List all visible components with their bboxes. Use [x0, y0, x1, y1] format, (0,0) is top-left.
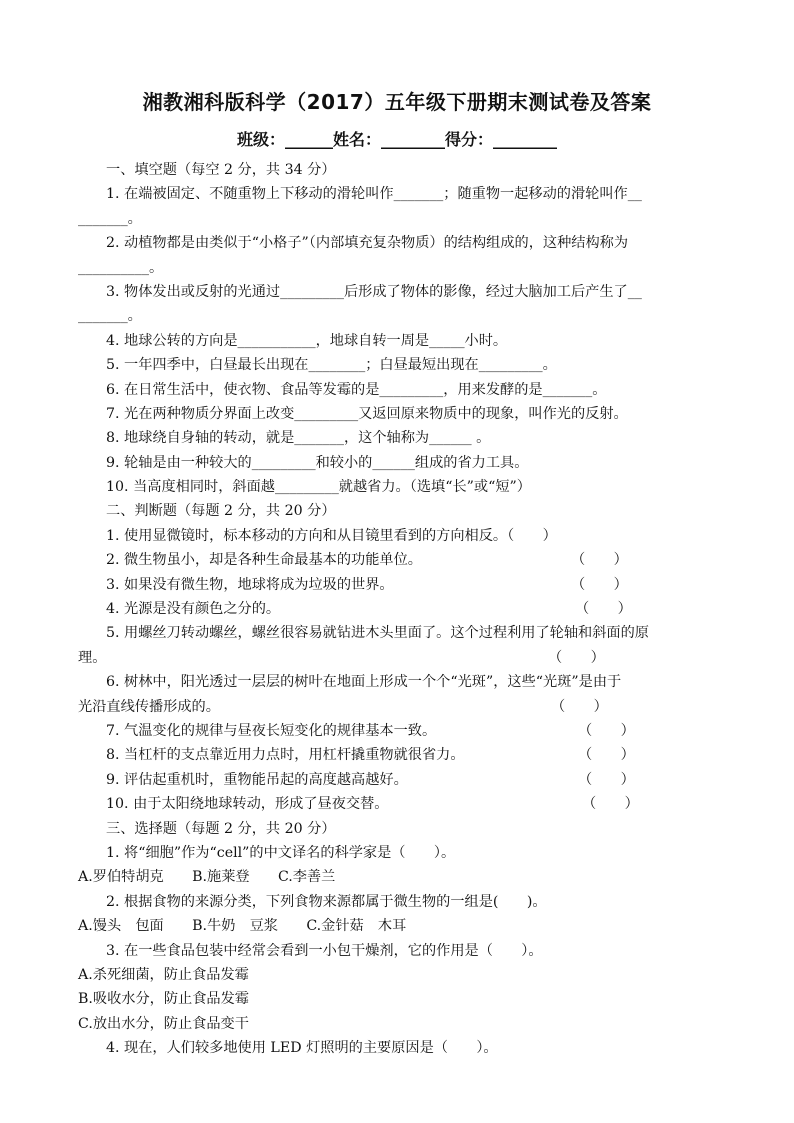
question-line [78, 597, 723, 621]
question-line [78, 231, 723, 255]
answer-parentheses[interactable]: （ ） [578, 722, 635, 739]
line-text: 3. 物体发出或反射的光通过_________后形成了物体的影像，经过大脑加工后产生了__ [106, 283, 642, 300]
answer-parentheses[interactable]: （ ） [551, 698, 608, 715]
question-line [78, 207, 723, 231]
line-text: 三、选择题（每题 2 分，共 20 分） [106, 820, 336, 837]
line-text: 光沿直线传播形成的。 [78, 698, 220, 715]
line-text: A.罗伯特胡克 B.施莱登 C.李善兰 [78, 869, 336, 886]
line-text: A.杀死细菌，防止食品发霉 [78, 966, 249, 983]
line-text: 4. 现在，人们较多地使用 LED 灯照明的主要原因是（ ）。 [106, 1040, 498, 1057]
answer-parentheses[interactable]: （ ） [575, 601, 632, 618]
line-text: 二、判断题（每题 2 分，共 20 分） [106, 503, 336, 520]
line-text: 理。 [78, 649, 107, 666]
line-text: 5. 用螺丝刀转动螺丝，螺丝很容易就钻进木头里面了。这个过程利用了轮轴和斜面的原 [106, 625, 649, 642]
question-line [78, 402, 723, 426]
answer-parentheses[interactable]: （ ） [571, 552, 628, 569]
answer-parentheses[interactable]: （ ） [582, 796, 639, 813]
line-text: 1. 使用显微镜时，标本移动的方向和从目镜里看到的方向相反。（ ） [106, 527, 557, 544]
question-line [78, 524, 723, 548]
question-line [78, 621, 723, 645]
question-line [78, 670, 723, 694]
line-text: 4. 光源是没有颜色之分的。 [106, 601, 281, 618]
line-text: C.放出水分，防止食品变干 [78, 1015, 249, 1032]
line-text: __________。 [78, 259, 164, 276]
question-line [78, 939, 723, 963]
line-text: 10. 由于太阳绕地球转动，形成了昼夜交替。 [106, 796, 389, 813]
line-text: 5. 一年四季中，白昼最长出现在________；白昼最短出现在_________。 [106, 357, 557, 374]
line-text: 8. 地球绕自身轴的转动，就是_______，这个轴称为______ 。 [106, 430, 491, 447]
line-text: 7. 气温变化的规律与昼夜长短变化的规律基本一致。 [106, 722, 437, 739]
line-text: 9. 轮轴是由一种较大的_________和较小的______组成的省力工具。 [106, 454, 529, 471]
line-text: 3. 如果没有微生物，地球将成为垃圾的世界。 [106, 576, 394, 593]
question-line [78, 1012, 723, 1036]
question-line [78, 378, 723, 402]
question-line [78, 987, 723, 1011]
question-line [78, 719, 723, 743]
line-text: 9. 评估起重机时，重物能吊起的高度越高越好。 [106, 771, 408, 788]
line-text: 2. 微生物虽小，却是各种生命最基本的功能单位。 [106, 552, 422, 569]
answer-parentheses[interactable]: （ ） [578, 771, 635, 788]
question-line [78, 256, 723, 280]
answer-parentheses[interactable]: （ ） [548, 649, 605, 666]
line-text: _______。 [78, 210, 142, 227]
exam-body [78, 158, 723, 1060]
line-text: B.吸收水分，防止食品发霉 [78, 991, 249, 1008]
question-line [78, 451, 723, 475]
question-line [78, 963, 723, 987]
question-line [78, 182, 723, 206]
question-line [78, 426, 723, 450]
line-text: _______。 [78, 308, 142, 325]
answer-parentheses[interactable]: （ ） [578, 747, 635, 764]
question-line [78, 768, 723, 792]
line-text: 一、填空题（每空 2 分，共 34 分） [106, 162, 336, 178]
line-text: 10. 当高度相同时，斜面越_________就越省力。（选填“长”或“短”） [106, 479, 531, 496]
line-text: A.馒头 包面 B.牛奶 豆浆 C.金针菇 木耳 [78, 918, 407, 935]
question-line [78, 304, 723, 328]
question-line [78, 743, 723, 767]
question-line [78, 280, 723, 304]
line-text: 4. 地球公转的方向是___________，地球自转一周是_____小时。 [106, 332, 508, 349]
question-line [78, 890, 723, 914]
page-title: 湘教湘科版科学（2017）五年级下册期末测试卷及答案 [142, 90, 652, 114]
question-line [78, 475, 723, 499]
section-heading [78, 817, 723, 841]
line-text: 7. 光在两种物质分界面上改变_________又返回原来物质中的现象，叫作光的反射。 [106, 405, 628, 422]
question-line [78, 841, 723, 865]
question-line [78, 1036, 723, 1060]
line-text: 2. 根据食物的来源分类，下列食物来源都属于微生物的一组是( )。 [106, 893, 547, 910]
question-line [78, 353, 723, 377]
line-text: 8. 当杠杆的支点靠近用力点时，用杠杆撬重物就很省力。 [106, 747, 465, 764]
line-text: 1. 将“细胞”作为“cell”的中文译名的科学家是（ ）。 [106, 844, 456, 861]
section-heading [78, 158, 723, 182]
question-line [78, 548, 723, 572]
question-line [78, 865, 723, 889]
answer-parentheses[interactable]: （ ） [571, 576, 628, 593]
question-line [78, 914, 723, 938]
question-line [78, 695, 723, 719]
question-line [78, 646, 723, 670]
section-heading [78, 499, 723, 523]
student-info-fields: 班级：______姓名：________得分：________ [236, 130, 557, 149]
line-text: 6. 在日常生活中，使衣物、食品等发霉的是_________，用来发酵的是_______。 [106, 381, 607, 398]
question-line [78, 792, 723, 816]
question-line [78, 573, 723, 597]
line-text: 1. 在端被固定、不随重物上下移动的滑轮叫作_______；随重物一起移动的滑轮叫作__ [106, 186, 642, 203]
line-text: 3. 在一些食品包装中经常会看到一小包干燥剂，它的作用是（ ）。 [106, 942, 543, 959]
line-text: 6. 树林中，阳光透过一层层的树叶在地面上形成一个个“光斑”，这些“光斑”是由于 [106, 674, 622, 691]
line-text: 2. 动植物都是由类似于“小格子”（内部填充复杂物质）的结构组成的，这种结构称为 [106, 235, 629, 252]
question-line [78, 329, 723, 353]
